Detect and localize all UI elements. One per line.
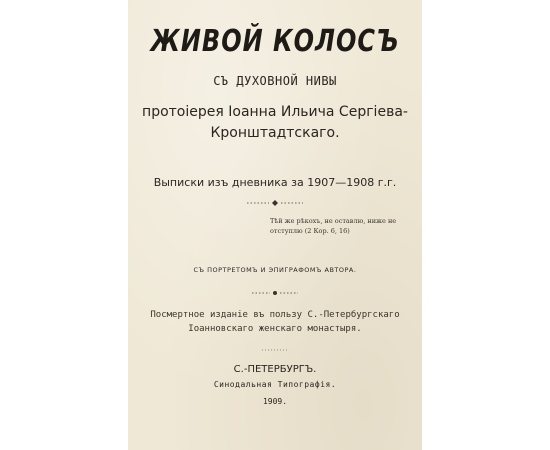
publisher: Синодальная Типографія.: [213, 380, 337, 389]
author-line-2: Кронштадтскаго.: [210, 125, 340, 141]
publication-year: 1909.: [262, 397, 288, 406]
ornament-divider: [128, 199, 422, 207]
ornament-divider: [128, 289, 422, 297]
portrait-note: СЪ ПОРТРЕТОМЪ И ЭПИГРАФОМЪ АВТОРА.: [193, 266, 357, 274]
extracts-line: Выписки изъ дневника за 1907—1908 г.г.: [153, 176, 397, 189]
posthumous-line-2: Іоанновскаго женскаго монастыря.: [188, 324, 362, 334]
book-subtitle: СЪ ДУХОВНОЙ НИВЫ: [213, 74, 337, 88]
epigraph-line-2: отступлю (2 Кор. 6, 16): [270, 227, 350, 235]
book-title-page: [128, 0, 422, 450]
posthumous-line-1: Посмертное изданіе въ пользу С.-Петербургскаго: [150, 310, 400, 320]
book-title: ЖИВОЙ КОЛОСЪ: [150, 23, 400, 59]
ornament-divider: [128, 347, 422, 353]
epigraph-line-1: Тѣй же рѣкохъ, не оставлю, ниже не: [270, 217, 397, 225]
epigraph: [270, 216, 410, 236]
publication-city: С.-ПЕТЕРБУРГЪ.: [233, 364, 317, 375]
author-line-1: протоіерея Іоанна Ильича Сергіева-: [142, 104, 408, 120]
